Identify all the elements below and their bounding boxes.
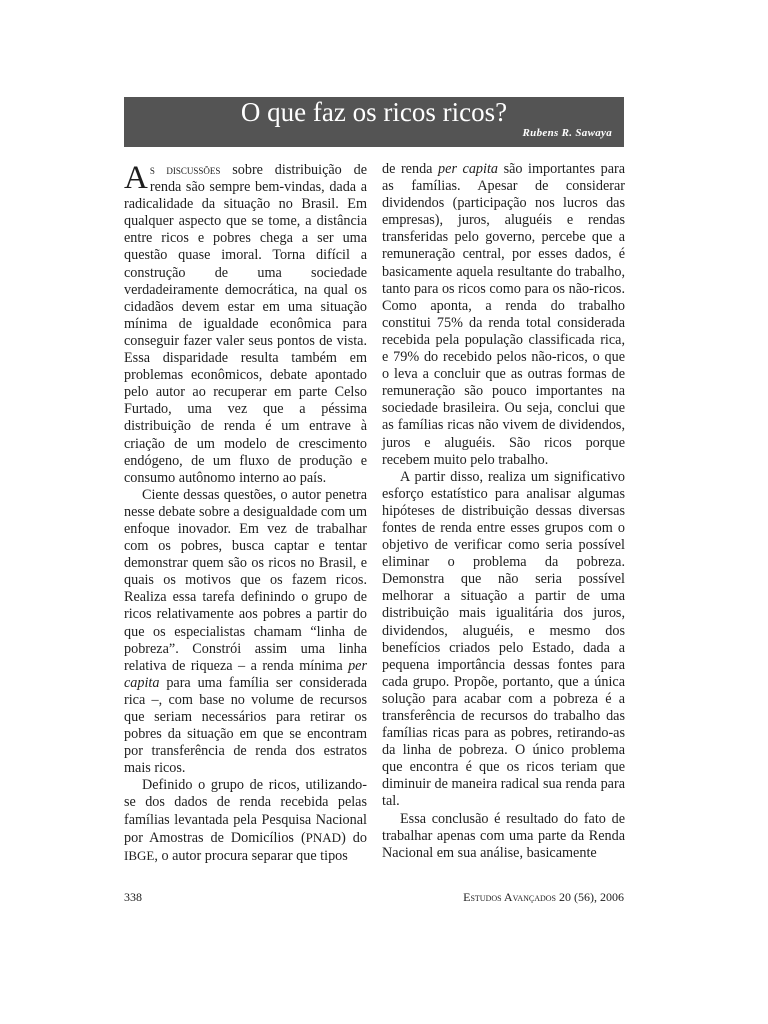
acronym-ibge: IBGE — [124, 847, 155, 863]
paragraph-2-emphasis: per capita — [124, 657, 367, 691]
journal-citation: Estudos Avançados 20 (56), 2006 — [463, 890, 624, 904]
lead-smallcaps: s discussões — [149, 162, 221, 177]
paragraph-2 — [124, 487, 367, 778]
left-column — [124, 161, 367, 865]
article-title: O que faz os ricos ricos? — [240, 97, 508, 127]
acronym-pnad: PNAD — [305, 829, 342, 845]
paragraph-2-text-a: Ciente dessas questões, o autor penetra nesse debate sobre a desigualdade com um enfoque inovador. Em vez de trabalhar com os pobres, busca captar e tentar demonstrar quem são os ricos no Brasil, e quais os motivos que os fazem ricos. Realiza essa tarefa definindo o grupo de ricos relativamente aos pobres a partir do que os especialistas chamam “linha de pobreza”. Constrói assim uma linha relativa de riqueza – a renda mínima — [124, 486, 367, 674]
title-banner — [124, 97, 624, 147]
page-number: 338 — [124, 890, 142, 904]
paragraph-1 — [124, 161, 367, 487]
paragraph-4-emphasis: per capita — [438, 161, 498, 177]
paragraph-3 — [124, 777, 367, 864]
paragraph-4-text-a: de renda — [382, 161, 439, 177]
paragraph-6: Essa conclusão é resultado do fato de trabalhar apenas com uma parte da Renda Nacional em sua análise, basicamente — [382, 810, 625, 861]
paragraph-3-text-c: , o autor procura separar que tipos — [154, 847, 348, 864]
paragraph-4-text-b: são importantes para as famílias. Apesar de considerar dividendos (participação nos lucros das empresas), juros, aluguéis e rendas transferidas pelo governo, percebe que a remuneração central, por esses dados, é basicamente aquela resultante do trabalho, tanto para os ricos como para os não-ricos. Como aponta, a renda do trabalho constitui 75% da renda total considerada recebida pela população classificada rica, e 79% do recebido pelos não-ricos, o que o leva a concluir que as outras formas de remuneração são pouco importantes na sociedade brasileira. Ou seja, conclui que as famílias ricas não vivem de dividendos, juros e aluguéis. São ricos porque recebem muito pelo trabalho. — [382, 161, 626, 468]
paragraph-2-text-b: para uma família ser considerada rica –, com base no volume de recursos que seriam necessários para retirar os pobres da situação em que se encontram por transferência de renda dos estratos mais ricos. — [124, 674, 367, 777]
paragraph-1-text: sobre distribuição de renda são sempre bem-vindas, dada a radicalidade da situação no Brasil. Em qualquer aspecto que se tome, a distância entre ricos e pobres chega a ser uma questão quase imoral. Torna difícil a construção de uma sociedade verdadeiramente democrática, na qual os cidadãos devem estar em uma situação mínima de igualdade econômica para conseguir fazer valer seus pontos de vista. Essa disparidade resulta também em problemas econômicos, debate apontado pelo autor ao recuperar em parte Celso Furtado, uma vez que a péssima distribuição de renda é um entrave à criação de um modelo de crescimento endógeno, de um fluxo de produção e consumo autônomo interno ao país. — [124, 162, 367, 486]
paragraph-4 — [382, 161, 625, 469]
paragraph-5: A partir disso, realiza um significativo esforço estatístico para analisar algumas hipóteses de distribuição dessas diversas fontes de renda entre esses grupos com o objetivo de verificar como seria possível eliminar o problema da pobreza. Demonstra que não seria possível melhorar a situação a partir de uma distribuição mais igualitária dos juros, dividendos, aluguéis, e mesmo dos benefícios criados pelo Estado, dada a pequena importância dessas fontes para cada grupo. Propõe, portanto, que a única solução para acabar com a pobreza é a transferência de recursos do trabalho das famílias ricas para as pobres, retirando-as da linha de pobreza. O único problema que encontra é que os ricos teriam que diminuir de maneira radical sua renda para tal. — [382, 468, 625, 810]
paragraph-3-text-a: Definido o grupo de ricos, utilizando-se dos dados de renda recebida pelas famílias levantada pela Pesquisa Nacional por Amostras de Domicílios ( — [124, 777, 367, 846]
drop-cap: A — [124, 160, 148, 196]
right-column — [382, 161, 625, 862]
paragraph-3-text-b: ) do — [341, 829, 367, 846]
author-name: Rubens R. Sawaya — [522, 127, 612, 139]
